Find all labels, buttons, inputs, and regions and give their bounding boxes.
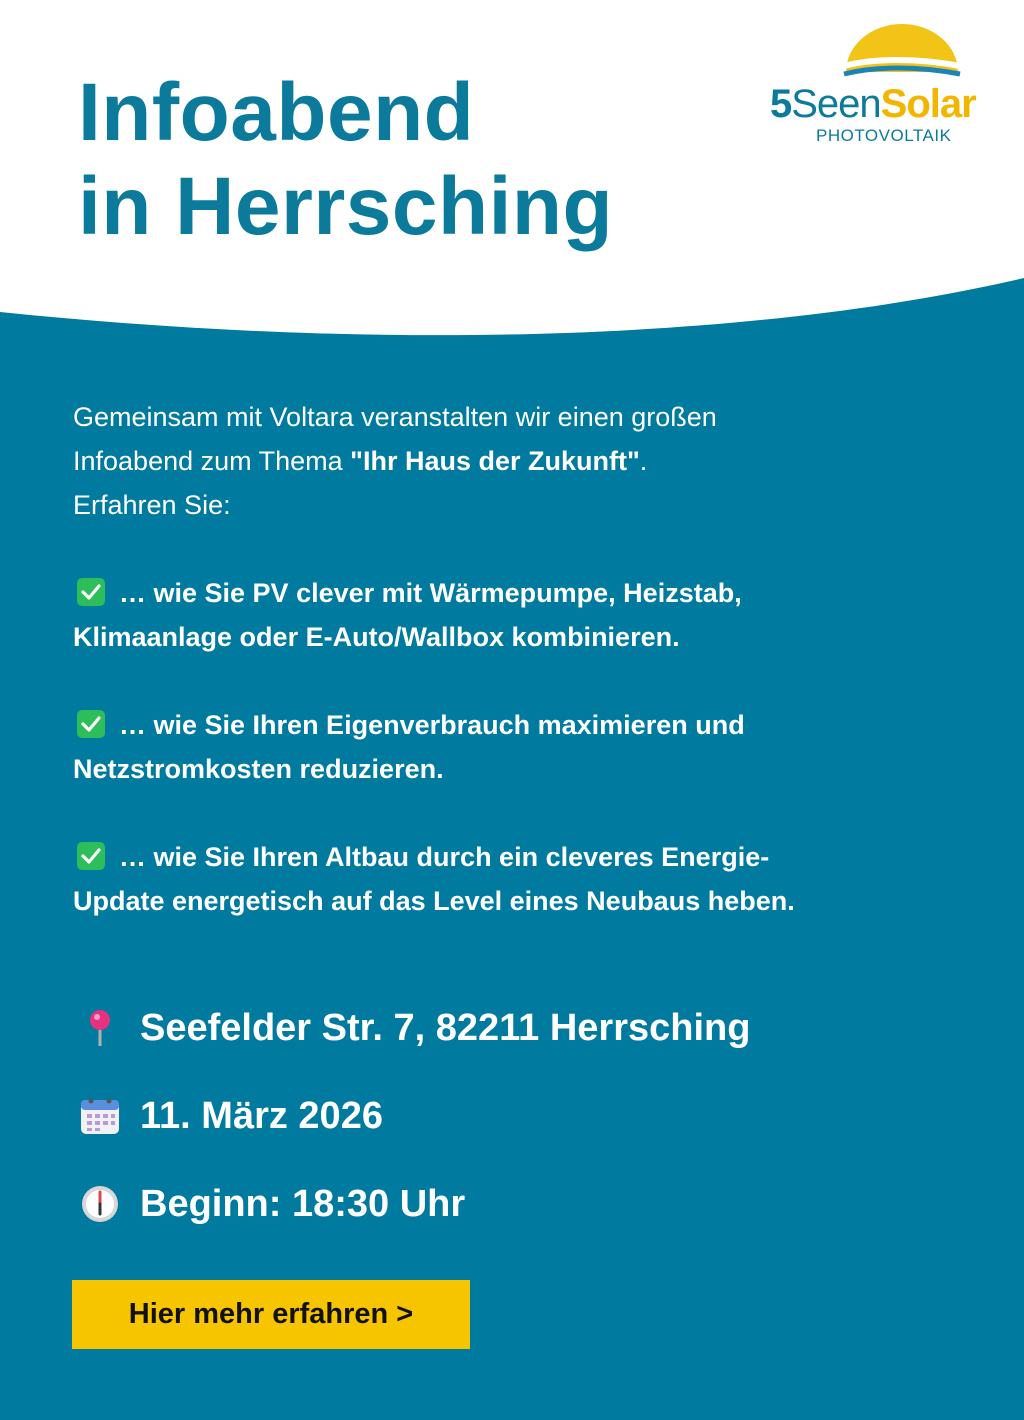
bullet-2-line-1: … wie Sie Ihren Eigenverbrauch maximieren und bbox=[119, 710, 745, 740]
title-line-1: Infoabend bbox=[78, 67, 475, 158]
bullet-2-line-2: Netzstromkosten reduzieren. bbox=[73, 754, 444, 784]
check-box-icon bbox=[77, 578, 105, 606]
clock-icon bbox=[78, 1182, 122, 1226]
bullet-1-line-1: … wie Sie PV clever mit Wärmepumpe, Heizstab, bbox=[119, 578, 742, 608]
logo-seen: Seen bbox=[791, 82, 881, 126]
intro-line-3: Erfahren Sie: bbox=[73, 490, 231, 520]
check-box-icon bbox=[77, 710, 105, 738]
intro-line-2-prefix: Infoabend zum Thema bbox=[73, 446, 351, 476]
title-line-2: in Herrsching bbox=[78, 161, 614, 252]
header bbox=[0, 0, 1024, 345]
logo-solar: Solar bbox=[880, 82, 976, 126]
bullet-3-line-2: Update energetisch auf das Level eines Neubaus heben. bbox=[73, 886, 795, 916]
intro-text bbox=[73, 395, 973, 527]
intro-line-1: Gemeinsam mit Voltara veranstalten wir einen großen bbox=[73, 402, 717, 432]
intro-line-2-suffix: . bbox=[639, 446, 648, 476]
address-text: Seefelder Str. 7, 82211 Herrsching bbox=[140, 1006, 751, 1049]
logo-number: 5 bbox=[770, 82, 792, 126]
time-text: Beginn: 18:30 Uhr bbox=[140, 1182, 466, 1225]
learn-more-button[interactable]: Hier mehr erfahren > bbox=[72, 1280, 470, 1349]
pin-icon bbox=[78, 1006, 122, 1050]
bullet-item bbox=[73, 835, 973, 923]
logo bbox=[768, 24, 1004, 154]
bullet-1-line-2: Klimaanlage oder E-Auto/Wallbox kombinieren. bbox=[73, 622, 680, 652]
date-text: 11. März 2026 bbox=[140, 1094, 383, 1137]
page-title bbox=[78, 66, 613, 254]
bullet-item bbox=[73, 703, 973, 791]
calendar-icon bbox=[78, 1094, 122, 1138]
intro-topic: "Ihr Haus der Zukunft" bbox=[350, 446, 640, 476]
check-box-icon bbox=[77, 842, 105, 870]
logo-subtitle: PHOTOVOLTAIK bbox=[816, 126, 952, 145]
time-row bbox=[78, 1182, 465, 1226]
date-row bbox=[78, 1094, 383, 1138]
bullet-item bbox=[73, 571, 973, 659]
logo-wordmark bbox=[770, 82, 976, 127]
main-content bbox=[73, 395, 973, 923]
bullet-3-line-1: … wie Sie Ihren Altbau durch ein cleveres Energie- bbox=[119, 842, 770, 872]
address-row bbox=[78, 1006, 750, 1050]
